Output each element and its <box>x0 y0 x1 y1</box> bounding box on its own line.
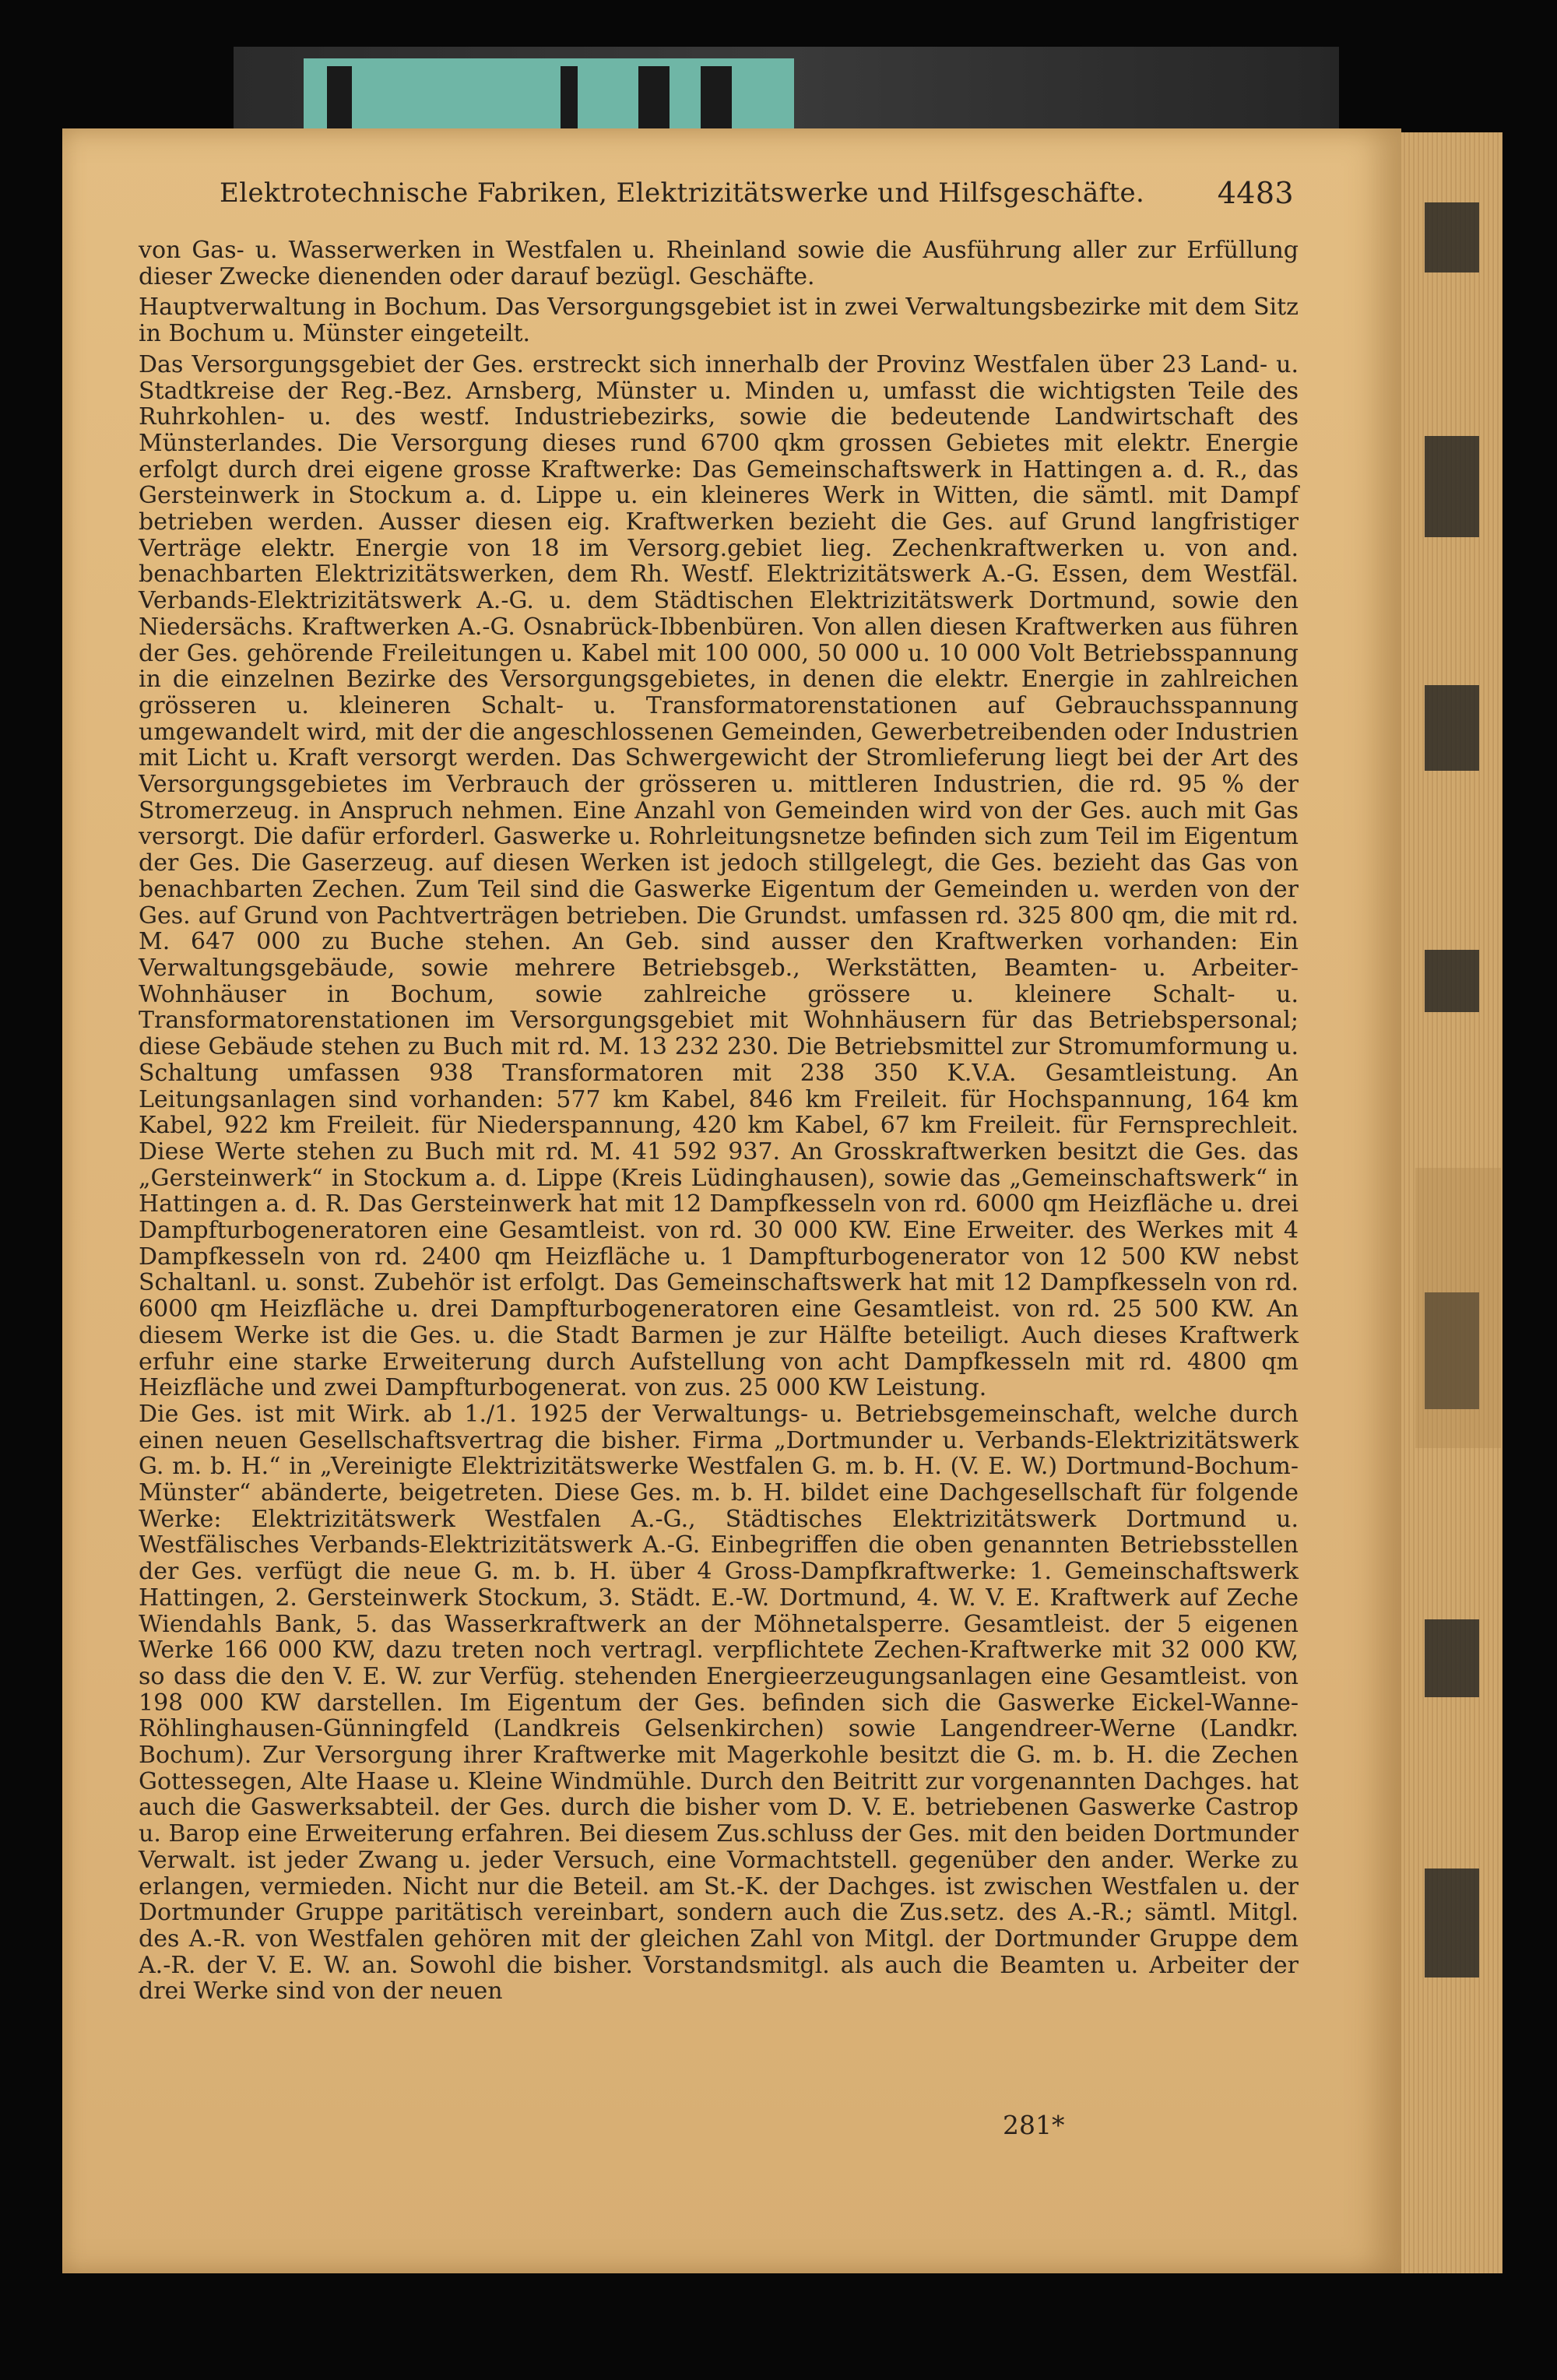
spine-band <box>1425 1868 1479 1977</box>
spine-band <box>1425 202 1479 272</box>
signature-mark: 281* <box>1003 2110 1065 2140</box>
paragraph: Die Ges. ist mit Wirk. ab 1./1. 1925 der Verwaltungs- u. Betriebsgemeinschaft, welche durch einen neuen Gesellschaftsvertrag die bisher. Firma „Dortmunder u. Verbands-Elektrizitätswerk G. m. b. H.“ in „Vereinigte Elektrizitätswerke Westfalen G. m. b. H. (V. E. W.) Dortmund-Bochum-Münster“ abänderte, beigetreten. Diese Ges. m. b. H. bildet eine Dachgesellschaft für folgende Werke: Elektrizitätswerk Westfalen A.-G., Städtisches Elektrizitätswerk Dortmund u. Westfälisches Verbands-Elektrizitätswerk A.-G. Einbegriffen die oben genannten Betriebsstellen der Ges. verfügt die neue G. m. b. H. über 4 Gross-Dampfkraftwerke: 1. Gemeinschaftswerk Hattingen, 2. Gersteinwerk Stockum, 3. Städt. E.-W. Dortmund, 4. W. V. E. Kraftwerk auf Zeche Wiendahls Bank, 5. das Wasserkraftwerk an der Möhnetalsperre. Gesamtleist. der 5 eigenen Werke 166 000 KW, dazu treten noch vertragl. verpflichtete Zechen-Kraftwerke mit 32 000 KW, so dass die den V. E. W. zur Verfüg. stehenden Energieerzeugungsanlagen eine Gesamtleist. von 198 000 KW darstellen. Im Eigentum der Ges. befinden sich die Gaswerke Eickel-Wanne-Röhlinghausen-Günningfeld (Landkreis Gelsenkirchen) sowie Langendreer-Werne (Landkr. Bochum). Zur Versorgung ihrer Kraftwerke mit Magerkohle besitzt die G. m. b. H. die Zechen Gottessegen, Alte Haase u. Kleine Windmühle. Durch den Beitritt zur vorgenannten Dachges. hat auch die Gaswerksabteil. der Ges. durch die bisher vom D. V. E. betriebenen Gaswerke Castrop u. Barop eine Erweiterung erfahren. Bei diesem Zus.schluss der Ges. mit den beiden Dortmunder Verwalt. ist jeder Zwang u. jeder Versuch, eine Vormachtstell. gegenüber den ander. Werke zu erlangen, vermieden. Nicht nur die Beteil. am St.-K. der Dachges. ist zwischen Westfalen u. der Dortmunder Gruppe paritätisch vereinbart, sondern auch die Zus.setz. des A.-R.; sämtl. Mitgl. des A.-R. von Westfalen gehören mit der gleichen Zahl von Mitgl. der Dortmunder Gruppe dem A.-R. der V. E. W. an. Sowohl die bisher. Vorstandsmitgl. als auch die Beamten u. Arbeiter der drei Werke sind von der neuen <box>139 1400 1299 2006</box>
spine-band <box>1425 436 1479 537</box>
spine-label <box>1415 1168 1501 1448</box>
running-title: Elektrotechnische Fabriken, Elektrizitätswerke und Hilfsgeschäfte. <box>220 178 1145 209</box>
body-text <box>139 237 1299 2005</box>
spine-band <box>1425 685 1479 771</box>
page-header <box>220 173 1294 215</box>
spine-band <box>1425 1619 1479 1697</box>
paragraph: Das Versorgungsgebiet der Ges. erstreckt sich innerhalb der Provinz Westfalen über 23 Land- u. Stadtkreise der Reg.-Bez. Arnsberg, Münster u. Minden u, umfasst die wichtigsten Teile des Ruhrkohlen- u. des westf. Industriebezirks, sowie die bedeutende Landwirtschaft des Münsterlandes. Die Versorgung dieses rund 6700 qkm grossen Gebietes mit elektr. Energie erfolgt durch drei eigene grosse Kraftwerke: Das Gemeinschaftswerk in Hattingen a. d. R., das Gersteinwerk in Stockum a. d. Lippe u. ein kleineres Werk in Witten, die sämtl. mit Dampf betrieben werden. Ausser diesen eig. Kraftwerken bezieht die Ges. auf Grund langfristiger Verträge elektr. Energie von 18 im Versorg.gebiet lieg. Zechenkraftwerken u. von and. benachbarten Elektrizitätswerken, dem Rh. Westf. Elektrizitätswerk A.-G. Essen, dem Westfäl. Verbands-Elektrizitätswerk A.-G. u. dem Städtischen Elektrizitätswerk Dortmund, sowie den Niedersächs. Kraftwerken A.-G. Osnabrück-Ibbenbüren. Von allen diesen Kraftwerken aus führen der Ges. gehörende Freileitungen u. Kabel mit 100 000, 50 000 u. 10 000 Volt Betriebsspannung in die einzelnen Bezirke des Versorgungsgebietes, in denen die elektr. Energie in zahlreichen grösseren u. kleineren Schalt- u. Transformatorenstationen auf Gebrauchsspannung umgewandelt wird, mit der die angeschlossenen Gemeinden, Gewerbetreibenden oder Industrien mit Licht u. Kraft versorgt werden. Das Schwergewicht der Stromlieferung liegt bei der Art des Versorgungsgebietes im Verbrauch der grösseren u. mittleren Industrien, die rd. 95 % der Stromerzeug. in Anspruch nehmen. Eine Anzahl von Gemeinden wird von der Ges. auch mit Gas versorgt. Die dafür erforderl. Gaswerke u. Rohrleitungsnetze befinden sich zum Teil im Eigentum der Ges. Die Gaserzeug. auf diesen Werken ist jedoch stillgelegt, die Ges. bezieht das Gas von benachbarten Zechen. Zum Teil sind die Gaswerke Eigentum der Gemeinden u. werden von der Ges. auf Grund von Pachtverträgen betrieben. Die Grundst. umfassen rd. 325 800 qm, die mit rd. M. 647 000 zu Buche stehen. An Geb. sind ausser den Kraftwerken vorhanden: Ein Verwaltungsgebäude, sowie mehrere Betriebsgeb., Werkstätten, Beamten- u. Arbeiter-Wohnhäuser in Bochum, sowie zahlreiche grössere u. kleinere Schalt- u. Transformatorenstationen im Versorgungsgebiet mit Wohnhäusern für das Betriebspersonal; diese Gebäude stehen zu Buch mit rd. M. 13 232 230. Die Betriebsmittel zur Stromumformung u. Schaltung umfassen 938 Transformatoren mit 238 350 K.V.A. Gesamtleistung. An Leitungsanlagen sind vorhanden: 577 km Kabel, 846 km Freileit. für Hochspannung, 164 km Kabel, 922 km Freileit. für Niederspannung, 420 km Kabel, 67 km Freileit. für Fernsprechleit. Diese Werte stehen zu Buch mit rd. M. 41 592 937. An Grosskraftwerken besitzt die Ges. das „Gersteinwerk“ in Stockum a. d. Lippe (Kreis Lüdinghausen), sowie das „Gemeinschaftswerk“ in Hattingen a. d. R. Das Gersteinwerk hat mit 12 Dampfkesseln von rd. 6000 qm Heizfläche u. drei Dampfturbogeneratoren eine Gesamtleist. von rd. 30 000 KW. Eine Erweiter. des Werkes mit 4 Dampfkesseln von rd. 2400 qm Heizfläche u. 1 Dampfturbogenerator von 12 500 KW nebst Schaltanl. u. sonst. Zubehör ist erfolgt. Das Gemeinschaftswerk hat mit 12 Dampfkesseln von rd. 6000 qm Heizfläche u. drei Dampfturbogeneratoren eine Gesamtleist. von rd. 25 500 KW. An diesem Werke ist die Ges. u. die Stadt Barmen je zur Hälfte beteiligt. Auch dieses Kraftwerk erfuhr eine starke Erweiterung durch Aufstellung von acht Dampfkesseln mit rd. 4800 qm Heizfläche und zwei Dampfturbogenerat. von zus. 25 000 KW Leistung. <box>139 350 1299 1402</box>
page-number: 4483 <box>1217 176 1294 210</box>
spine-band <box>1425 950 1479 1012</box>
paragraph: Hauptverwaltung in Bochum. Das Versorgungsgebiet ist in zwei Verwaltungsbezirke mit dem Sitz in Bochum u. Münster eingeteilt. <box>139 294 1299 348</box>
paragraph: von Gas- u. Wasserwerken in Westfalen u. Rheinland sowie die Ausführung aller zur Erfüllung dieser Zwecke dienenden oder darauf bezügl. Geschäfte. <box>139 237 1299 290</box>
